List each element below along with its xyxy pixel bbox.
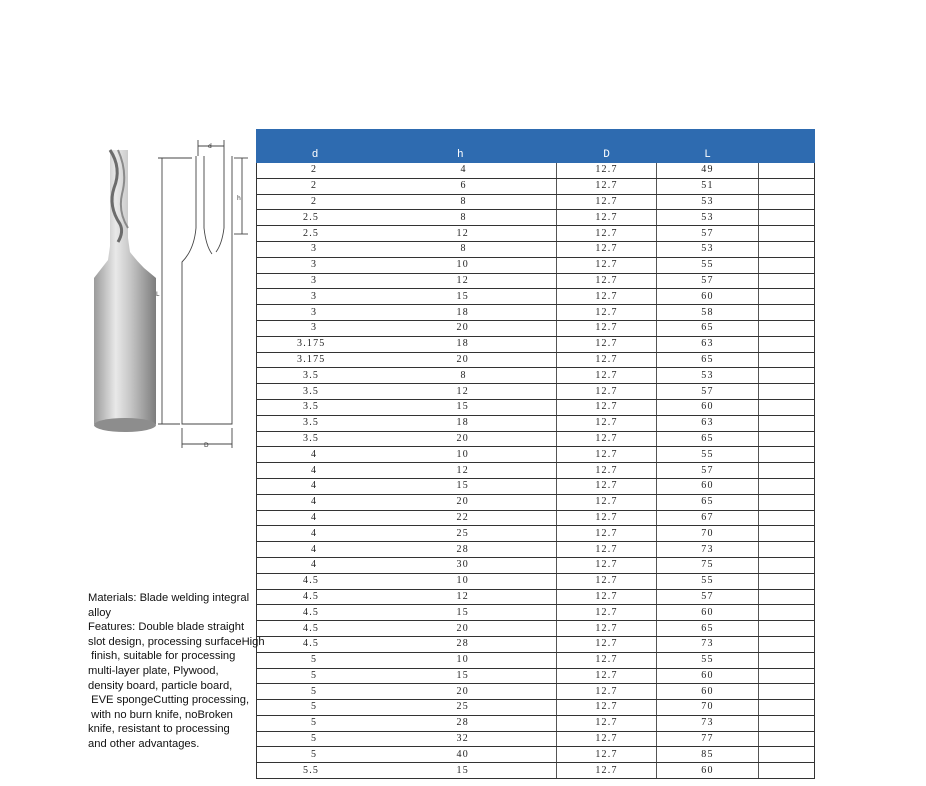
table-row (257, 557, 815, 573)
cell-d: 4.5 (257, 621, 457, 637)
cell-D: 12.7 (557, 731, 657, 747)
cell-L: 75 (657, 557, 759, 573)
cell-D: 12.7 (557, 542, 657, 558)
cell-L: 53 (657, 210, 759, 226)
cell-d: 4 (257, 447, 457, 463)
cell-L: 60 (657, 763, 759, 779)
cell-empty (759, 210, 815, 226)
cell-d: 3.5 (257, 384, 457, 400)
cell-h: 6 (457, 178, 557, 194)
cell-empty (759, 557, 815, 573)
cell-h: 12 (457, 463, 557, 479)
cell-d: 3 (257, 305, 457, 321)
cell-empty (759, 226, 815, 242)
header-d: d (257, 129, 457, 163)
table-row (257, 747, 815, 763)
cell-L: 57 (657, 226, 759, 242)
cell-L: 63 (657, 415, 759, 431)
cell-empty (759, 478, 815, 494)
cell-d: 5.5 (257, 763, 457, 779)
description-line: density board, particle board, (88, 679, 233, 692)
table-row (257, 226, 815, 242)
cell-L: 57 (657, 589, 759, 605)
router-bit-outline (158, 140, 248, 448)
table-row (257, 700, 815, 716)
table-row (257, 478, 815, 494)
table-row (257, 336, 815, 352)
cell-empty (759, 163, 815, 178)
cell-h: 8 (457, 194, 557, 210)
cell-empty (759, 305, 815, 321)
table-row (257, 526, 815, 542)
description-line: slot design, processing surfaceHigh (88, 635, 265, 648)
cell-empty (759, 715, 815, 731)
cell-empty (759, 526, 815, 542)
cell-D: 12.7 (557, 336, 657, 352)
dim-label-d: d (208, 143, 212, 150)
table-row (257, 399, 815, 415)
cell-d: 2 (257, 194, 457, 210)
cell-d: 2.5 (257, 226, 457, 242)
cell-empty (759, 320, 815, 336)
cell-d: 2 (257, 178, 457, 194)
cell-L: 67 (657, 510, 759, 526)
cell-L: 53 (657, 241, 759, 257)
cell-L: 63 (657, 336, 759, 352)
cell-L: 55 (657, 573, 759, 589)
cell-d: 5 (257, 700, 457, 716)
table-row (257, 731, 815, 747)
cell-d: 2.5 (257, 210, 457, 226)
cell-D: 12.7 (557, 747, 657, 763)
cell-empty (759, 352, 815, 368)
cell-d: 4.5 (257, 636, 457, 652)
cell-D: 12.7 (557, 415, 657, 431)
cell-h: 15 (457, 763, 557, 779)
cell-D: 12.7 (557, 320, 657, 336)
cell-d: 5 (257, 747, 457, 763)
cell-L: 60 (657, 605, 759, 621)
cell-h: 12 (457, 273, 557, 289)
dim-label-D: D (204, 442, 209, 449)
cell-d: 3 (257, 257, 457, 273)
cell-d: 5 (257, 731, 457, 747)
cell-D: 12.7 (557, 700, 657, 716)
cell-D: 12.7 (557, 384, 657, 400)
cell-L: 65 (657, 320, 759, 336)
cell-empty (759, 415, 815, 431)
cell-L: 57 (657, 384, 759, 400)
router-bit-drawing (84, 128, 254, 458)
cell-D: 12.7 (557, 636, 657, 652)
table-row (257, 684, 815, 700)
cell-empty (759, 336, 815, 352)
cell-d: 5 (257, 684, 457, 700)
cell-empty (759, 573, 815, 589)
cell-h: 15 (457, 289, 557, 305)
cell-D: 12.7 (557, 621, 657, 637)
table-row (257, 163, 815, 178)
cell-D: 12.7 (557, 226, 657, 242)
cell-h: 18 (457, 336, 557, 352)
cell-empty (759, 431, 815, 447)
cell-empty (759, 273, 815, 289)
cell-L: 57 (657, 273, 759, 289)
header-D: D (557, 129, 657, 163)
table-row (257, 463, 815, 479)
cell-d: 3.5 (257, 399, 457, 415)
description-line: EVE spongeCutting processing, (88, 694, 250, 707)
cell-h: 15 (457, 605, 557, 621)
table-row (257, 510, 815, 526)
cell-d: 4 (257, 494, 457, 510)
cell-empty (759, 289, 815, 305)
cell-empty (759, 652, 815, 668)
cell-d: 5 (257, 652, 457, 668)
cell-h: 12 (457, 384, 557, 400)
cell-L: 65 (657, 431, 759, 447)
table-row (257, 605, 815, 621)
router-bit-photo (94, 150, 156, 432)
cell-D: 12.7 (557, 526, 657, 542)
description-line: with no burn knife, noBroken (88, 708, 233, 721)
spec-table (256, 129, 814, 779)
cell-h: 12 (457, 226, 557, 242)
description-line: alloy (88, 606, 112, 619)
cell-h: 8 (457, 241, 557, 257)
cell-empty (759, 399, 815, 415)
header-empty (759, 129, 815, 163)
cell-h: 20 (457, 320, 557, 336)
cell-D: 12.7 (557, 289, 657, 305)
cell-empty (759, 636, 815, 652)
cell-L: 65 (657, 352, 759, 368)
cell-D: 12.7 (557, 163, 657, 178)
cell-L: 65 (657, 621, 759, 637)
cell-d: 4.5 (257, 589, 457, 605)
table-row (257, 210, 815, 226)
cell-h: 8 (457, 368, 557, 384)
table-row (257, 636, 815, 652)
cell-d: 4.5 (257, 573, 457, 589)
cell-h: 8 (457, 210, 557, 226)
cell-D: 12.7 (557, 257, 657, 273)
cell-D: 12.7 (557, 210, 657, 226)
cell-d: 2 (257, 163, 457, 178)
dim-label-L: L (156, 291, 160, 298)
cell-d: 4 (257, 526, 457, 542)
cell-d: 3.5 (257, 368, 457, 384)
cell-h: 10 (457, 257, 557, 273)
cell-D: 12.7 (557, 447, 657, 463)
cell-empty (759, 731, 815, 747)
cell-d: 3 (257, 273, 457, 289)
cell-empty (759, 447, 815, 463)
cell-empty (759, 463, 815, 479)
cell-L: 57 (657, 463, 759, 479)
cell-L: 73 (657, 542, 759, 558)
cell-h: 20 (457, 494, 557, 510)
header-L: L (657, 129, 759, 163)
cell-D: 12.7 (557, 194, 657, 210)
cell-h: 22 (457, 510, 557, 526)
cell-h: 32 (457, 731, 557, 747)
cell-d: 4 (257, 463, 457, 479)
cell-h: 10 (457, 447, 557, 463)
cell-empty (759, 368, 815, 384)
cell-D: 12.7 (557, 510, 657, 526)
cell-L: 77 (657, 731, 759, 747)
cell-L: 65 (657, 494, 759, 510)
cell-D: 12.7 (557, 178, 657, 194)
cell-h: 20 (457, 684, 557, 700)
cell-d: 3 (257, 320, 457, 336)
cell-h: 10 (457, 652, 557, 668)
cell-empty (759, 194, 815, 210)
cell-L: 49 (657, 163, 759, 178)
cell-empty (759, 241, 815, 257)
table-row (257, 573, 815, 589)
cell-D: 12.7 (557, 668, 657, 684)
cell-empty (759, 542, 815, 558)
description-line: multi-layer plate, Plywood, (88, 664, 219, 677)
cell-empty (759, 684, 815, 700)
cell-L: 73 (657, 715, 759, 731)
cell-L: 60 (657, 289, 759, 305)
cell-L: 55 (657, 257, 759, 273)
table-row (257, 763, 815, 779)
table-row (257, 415, 815, 431)
cell-D: 12.7 (557, 352, 657, 368)
cell-L: 60 (657, 684, 759, 700)
cell-empty (759, 621, 815, 637)
cell-empty (759, 178, 815, 194)
cell-d: 4 (257, 510, 457, 526)
cell-h: 28 (457, 542, 557, 558)
table-row (257, 447, 815, 463)
cell-D: 12.7 (557, 463, 657, 479)
cell-D: 12.7 (557, 715, 657, 731)
cell-D: 12.7 (557, 589, 657, 605)
table-row (257, 431, 815, 447)
table-row (257, 384, 815, 400)
table-row (257, 305, 815, 321)
cell-L: 70 (657, 700, 759, 716)
table-row (257, 352, 815, 368)
cell-h: 10 (457, 573, 557, 589)
product-description (88, 591, 265, 752)
cell-d: 3.5 (257, 431, 457, 447)
cell-empty (759, 257, 815, 273)
cell-h: 4 (457, 163, 557, 178)
table-row (257, 589, 815, 605)
cell-D: 12.7 (557, 557, 657, 573)
cell-h: 30 (457, 557, 557, 573)
cell-h: 18 (457, 415, 557, 431)
table-row (257, 652, 815, 668)
cell-d: 4 (257, 478, 457, 494)
cell-h: 28 (457, 715, 557, 731)
description-line: finish, suitable for processing (88, 650, 236, 663)
table-row (257, 257, 815, 273)
cell-L: 55 (657, 652, 759, 668)
cell-d: 5 (257, 715, 457, 731)
cell-D: 12.7 (557, 273, 657, 289)
cell-L: 70 (657, 526, 759, 542)
table-row (257, 368, 815, 384)
cell-D: 12.7 (557, 684, 657, 700)
table-row (257, 241, 815, 257)
cell-L: 85 (657, 747, 759, 763)
cell-h: 20 (457, 621, 557, 637)
cell-D: 12.7 (557, 478, 657, 494)
cell-L: 73 (657, 636, 759, 652)
table-row (257, 494, 815, 510)
table-row (257, 715, 815, 731)
cell-d: 5 (257, 668, 457, 684)
cell-d: 3 (257, 289, 457, 305)
cell-D: 12.7 (557, 573, 657, 589)
cell-d: 3 (257, 241, 457, 257)
cell-h: 15 (457, 399, 557, 415)
dim-label-h: h (237, 195, 241, 202)
cell-d: 3.5 (257, 415, 457, 431)
table-header-row (257, 129, 815, 163)
table-row (257, 320, 815, 336)
cell-D: 12.7 (557, 494, 657, 510)
table-row (257, 621, 815, 637)
cell-d: 3.175 (257, 336, 457, 352)
cell-d: 3.175 (257, 352, 457, 368)
cell-L: 53 (657, 368, 759, 384)
cell-h: 12 (457, 589, 557, 605)
cell-L: 55 (657, 447, 759, 463)
description-line: Materials: Blade welding integral (88, 592, 250, 604)
cell-h: 28 (457, 636, 557, 652)
cell-h: 18 (457, 305, 557, 321)
cell-empty (759, 605, 815, 621)
cell-D: 12.7 (557, 399, 657, 415)
cell-h: 25 (457, 700, 557, 716)
cell-h: 15 (457, 478, 557, 494)
cell-empty (759, 384, 815, 400)
cell-h: 15 (457, 668, 557, 684)
cell-h: 40 (457, 747, 557, 763)
description-line: and other advantages. (88, 737, 200, 750)
cell-D: 12.7 (557, 763, 657, 779)
cell-L: 60 (657, 478, 759, 494)
cell-d: 4.5 (257, 605, 457, 621)
cell-empty (759, 763, 815, 779)
table-row (257, 178, 815, 194)
cell-L: 51 (657, 178, 759, 194)
cell-L: 53 (657, 194, 759, 210)
table-row (257, 194, 815, 210)
cell-D: 12.7 (557, 431, 657, 447)
cell-D: 12.7 (557, 368, 657, 384)
cell-empty (759, 747, 815, 763)
description-line: knife, resistant to processing (88, 723, 230, 736)
cell-d: 4 (257, 557, 457, 573)
cell-empty (759, 700, 815, 716)
cell-D: 12.7 (557, 652, 657, 668)
cell-D: 12.7 (557, 241, 657, 257)
cell-L: 58 (657, 305, 759, 321)
cell-empty (759, 589, 815, 605)
description-line: Features: Double blade straight (88, 621, 245, 634)
cell-d: 4 (257, 542, 457, 558)
cell-h: 20 (457, 352, 557, 368)
cell-empty (759, 668, 815, 684)
table-row (257, 273, 815, 289)
table-row (257, 668, 815, 684)
cell-empty (759, 494, 815, 510)
cell-h: 25 (457, 526, 557, 542)
cell-L: 60 (657, 399, 759, 415)
cell-h: 20 (457, 431, 557, 447)
table-row (257, 542, 815, 558)
cell-L: 60 (657, 668, 759, 684)
cell-D: 12.7 (557, 305, 657, 321)
header-h: h (457, 129, 557, 163)
cell-D: 12.7 (557, 605, 657, 621)
table-row (257, 289, 815, 305)
cell-empty (759, 510, 815, 526)
